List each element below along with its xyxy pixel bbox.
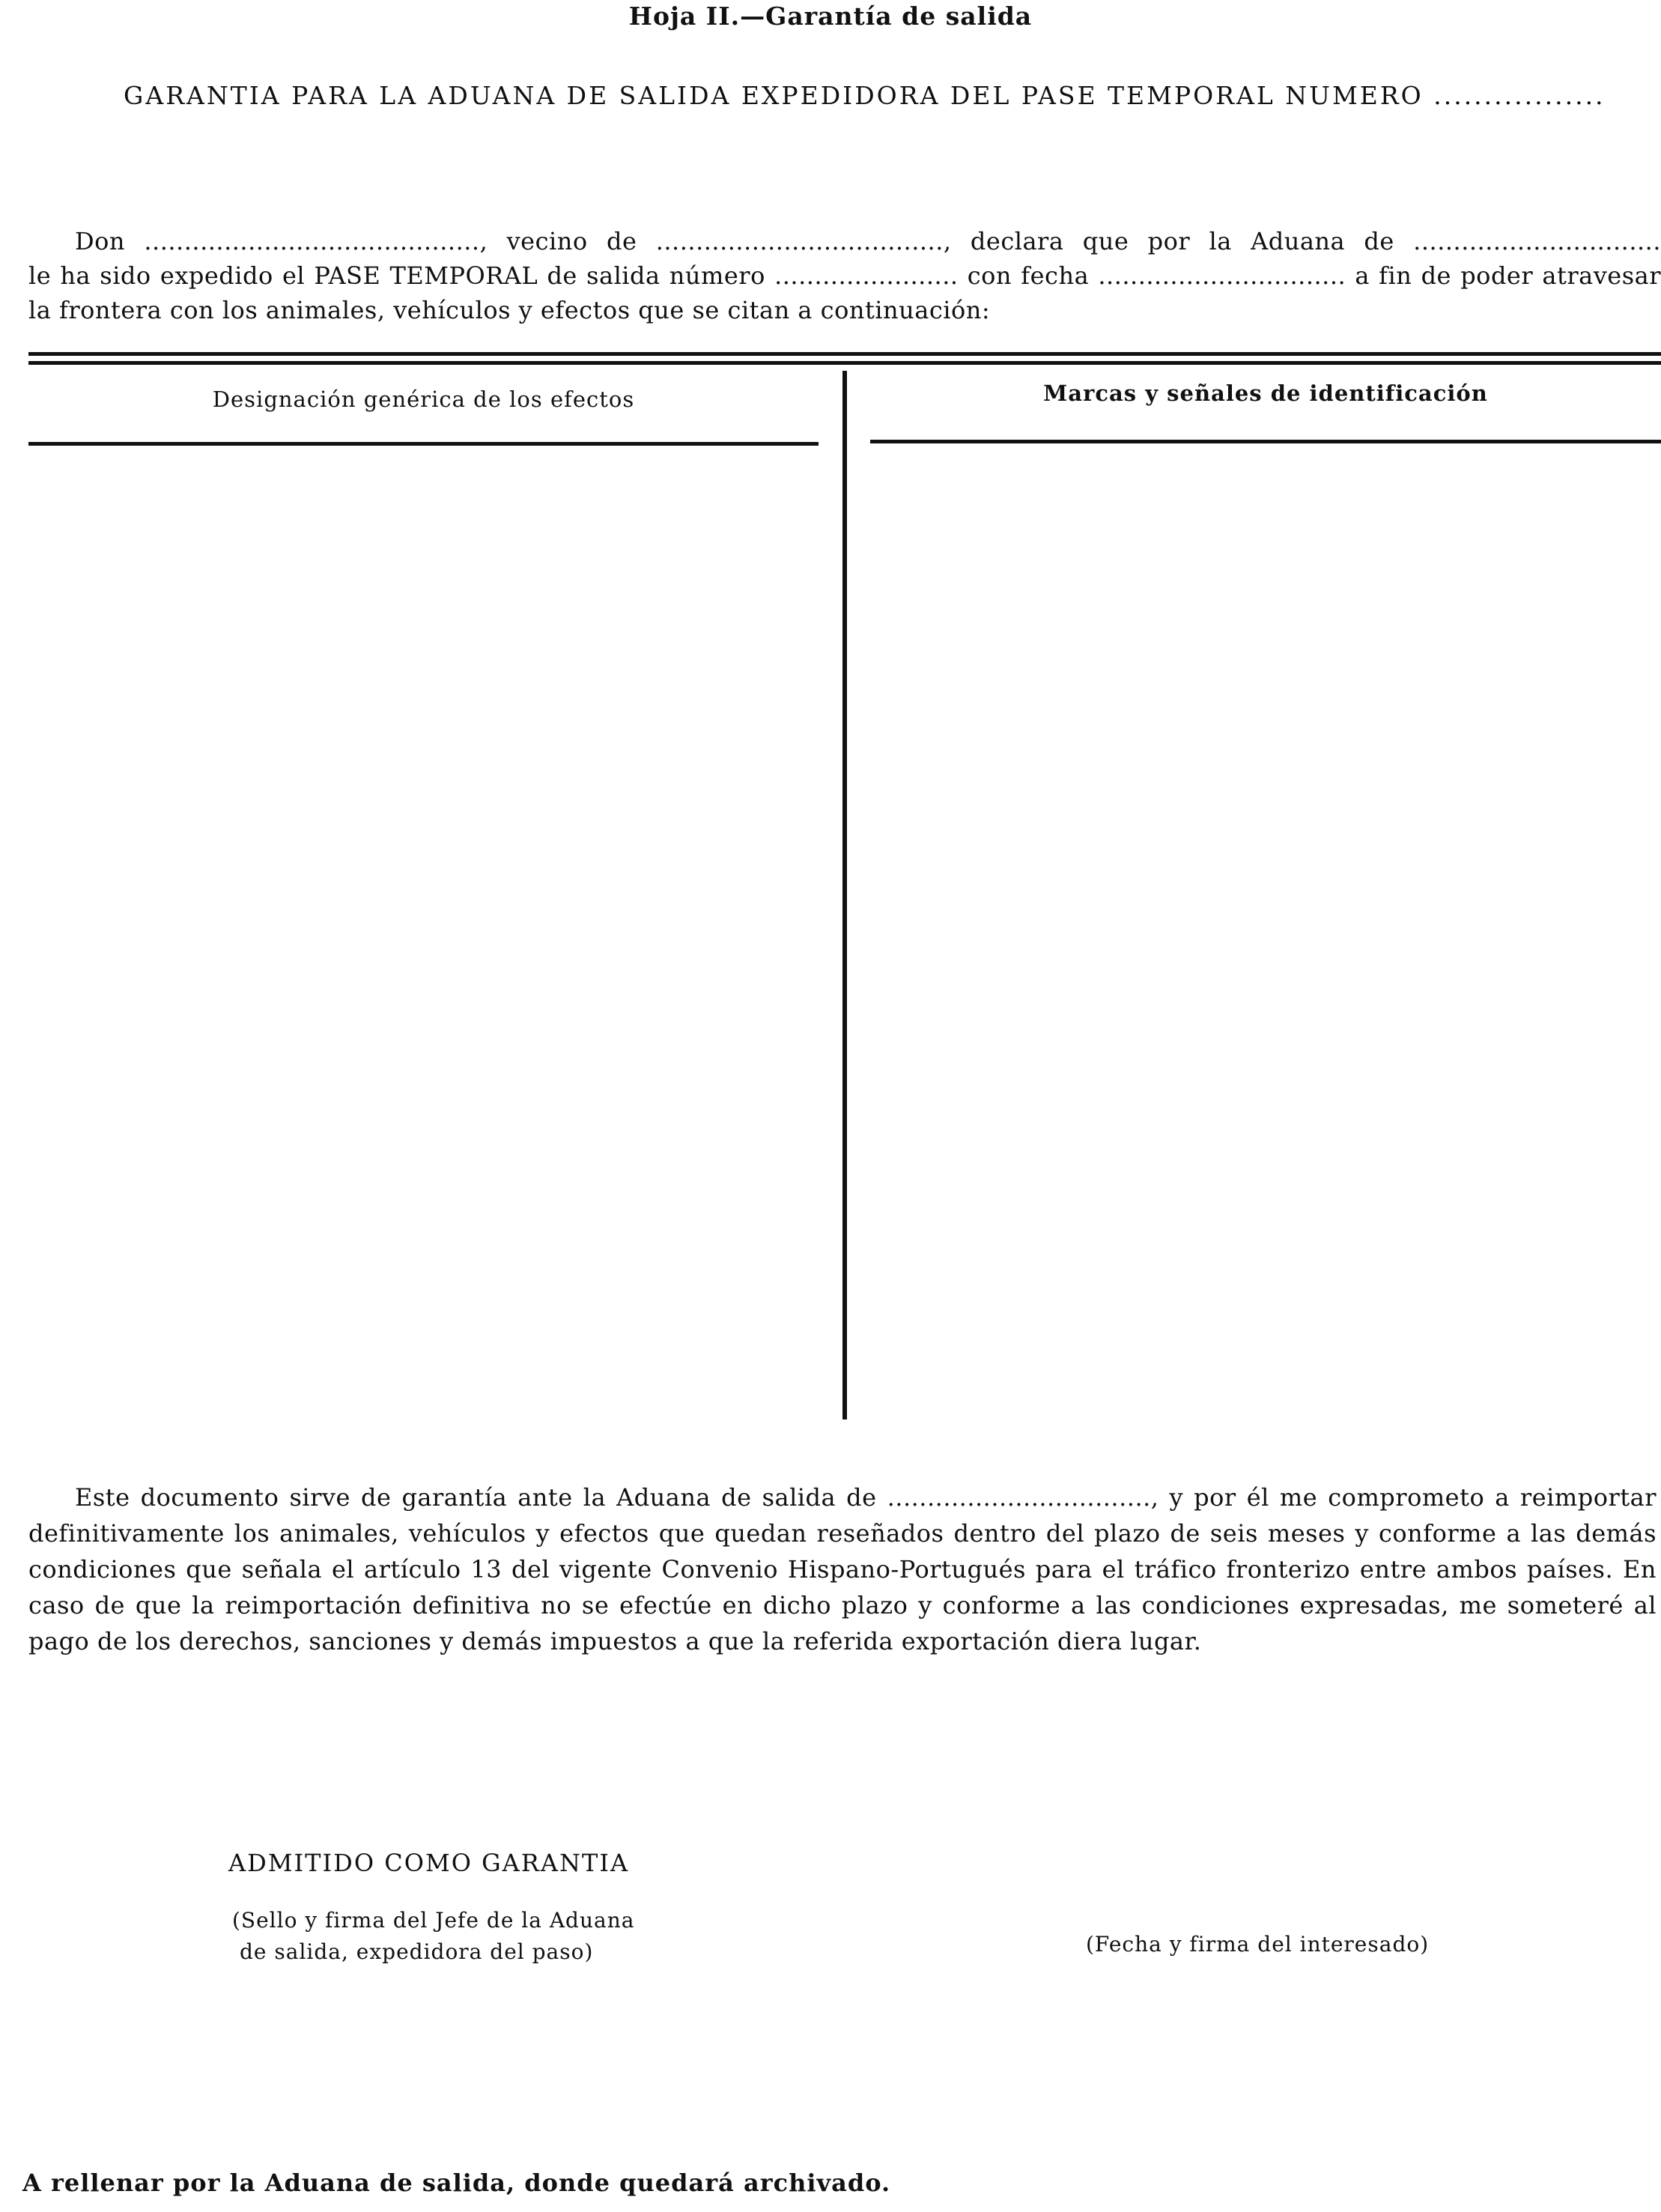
right-header-underline bbox=[870, 440, 1661, 443]
column-header-designation: Designación genérica de los efectos bbox=[212, 387, 635, 412]
column-header-marks: Marcas y señales de identificación bbox=[1043, 381, 1488, 406]
declaration-line-2: le ha sido expedido el PASE TEMPORAL de salida número ....................... con fecha ............................... a fin de poder atravesar bbox=[28, 261, 1661, 290]
guarantee-line-1: Este documento sirve de garantía ante la Aduana de salida de ................................., y por él me comprometo a reimportar bbox=[75, 1483, 1657, 1512]
guarantee-line-4: caso de que la reimportación definitiva no se efectúe en dicho plazo y conforme a las condiciones expresadas, me someteré al bbox=[28, 1591, 1657, 1619]
column-divider bbox=[842, 371, 847, 1419]
footer-note: A rellenar por la Aduana de salida, donde quedará archivado. bbox=[22, 2169, 891, 2197]
stamp-caption-line-2: de salida, expedidora del paso) bbox=[240, 1939, 594, 1964]
left-header-underline bbox=[28, 442, 819, 446]
admitted-title: ADMITIDO COMO GARANTIA bbox=[228, 1849, 630, 1877]
form-heading: GARANTIA PARA LA ADUANA DE SALIDA EXPEDIDORA DEL PASE TEMPORAL NUMERO ................. bbox=[124, 81, 1606, 110]
table-top-rule-1 bbox=[28, 352, 1661, 356]
sheet-title: Hoja II.—Garantía de salida bbox=[628, 1, 1033, 31]
guarantee-line-5: pago de los derechos, sanciones y demás impuestos a que la referida exportación diera lugar. bbox=[28, 1627, 1202, 1655]
guarantee-line-3: condiciones que señala el artículo 13 del vigente Convenio Hispano-Portugués para el tráfico fronterizo entre ambos países. En bbox=[28, 1555, 1657, 1584]
declaration-line-3: la frontera con los animales, vehículos y efectos que se citan a continuación: bbox=[28, 296, 991, 324]
guarantee-line-2: definitivamente los animales, vehículos y efectos que quedan reseñados dentro del plazo de seis meses y conforme a las demás bbox=[28, 1519, 1657, 1548]
declaration-line-1: Don .........................................., vecino de ...................................., declara que por la Aduana de ............................... bbox=[75, 227, 1661, 255]
table-top-rule-2 bbox=[28, 361, 1661, 365]
stamp-caption-line-1: (Sello y firma del Jefe de la Aduana bbox=[232, 1908, 635, 1933]
signature-caption: (Fecha y firma del interesado) bbox=[1086, 1932, 1430, 1957]
